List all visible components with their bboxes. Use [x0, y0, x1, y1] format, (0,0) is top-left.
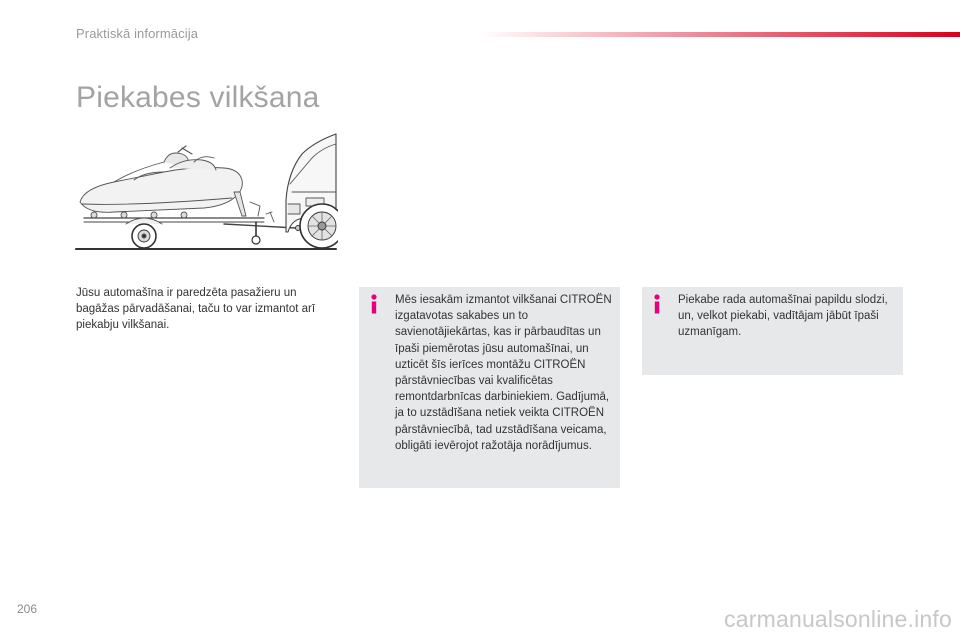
- recommendation-info-box: [359, 287, 620, 488]
- info-icon: [368, 293, 380, 315]
- load-warning-info-box: [642, 287, 903, 375]
- header-accent-rule: [480, 32, 960, 37]
- page-number: 206: [17, 602, 38, 616]
- info-icon: [651, 293, 663, 315]
- load-warning-info-text: Piekabe rada automašīnai papildu slodzi, un, velkot piekabi, vadītājam jābūt īpaši uzmanīgam.: [678, 294, 888, 339]
- recommendation-info-text: Mēs iesakām izmantot vilkšanai CITROËN izgatavotas sakabes un to savienotājiekārtas, kas ir pārbaudītas un īpaši piemērotas jūsu automašīnai, un uzticēt šīs ierīces montāžu CITROËN pārstāvniecības vai kvalificētas remontdarbnīcas darbiniekiem. Gadījumā, ja to uzstādīšana netiek veikta CITROËN pārstāvniecībā, tad uzstādīšana veicama, obligāti ievērojot ražotāja norādījumus.: [395, 294, 612, 452]
- boat-trailer-towing-illustration: [74, 132, 338, 254]
- intro-paragraph: Jūsu automašīna ir paredzēta pasažieru un bagāžas pārvadāšanai, taču to var izmantot arī piekabju vilkšanai.: [76, 287, 316, 331]
- watermark-text: carmanualsonline.info: [724, 606, 952, 632]
- section-label: Praktiskā informācija: [76, 26, 199, 41]
- page-title: Piekabes vilkšana: [76, 81, 320, 115]
